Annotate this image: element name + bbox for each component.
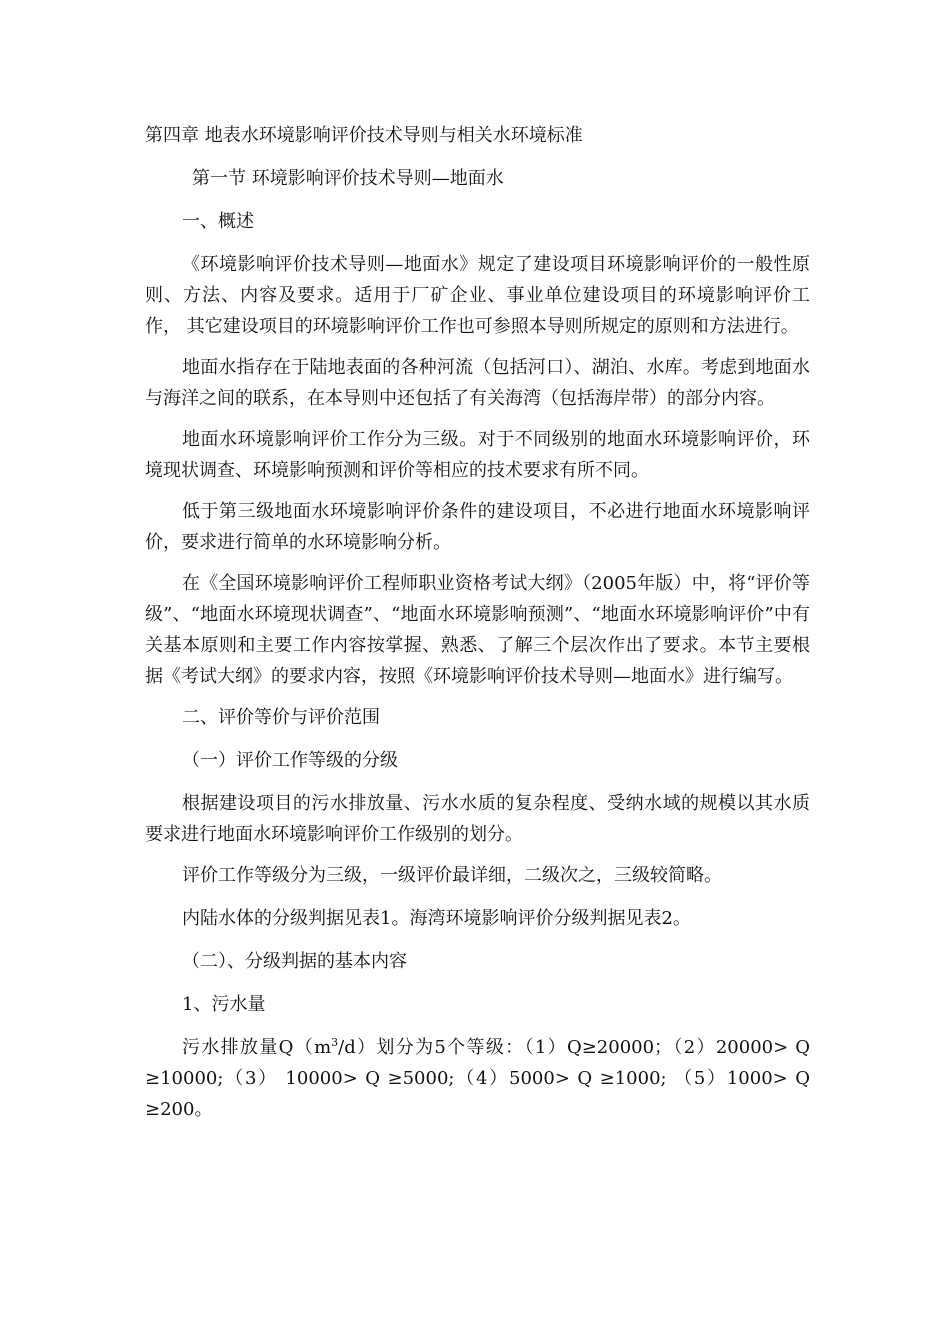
paragraph-surface-water-definition: 地面水指存在于陆地表面的各种河流（包括河口）、湖泊、水库。考虑到地面水与海洋之间的联系，在本导则中还包括了有关海湾（包括海岸带）的部分内容。 — [145, 357, 810, 409]
wastewater-text-start: 污水排放量Q（m — [182, 1037, 332, 1058]
heading-level-classification: （一）评价工作等级的分级 — [182, 750, 398, 771]
paragraph-exam-outline: 在《全国环境影响评价工程师职业资格考试大纲》（2005年版）中，将“评价等级”、“地面水环境现状调查”、“地面水环境影响预测”、“地面水环境影响评价”中有关基本原则和主要工作内容按掌握、熟悉、了解三个层次作出了要求。本节主要根据《考试大纲》的要求内容，按照《环境影响评价技术导则—地面水》进行编写。 — [145, 573, 810, 687]
chapter-title: 第四章 地表水环境影响评价技术导则与相关水环境标准 — [145, 125, 583, 146]
document-body — [145, 120, 810, 1135]
paragraph-table-reference: 内陆水体的分级判据见表1。海湾环境影响评价分级判据见表2。 — [182, 908, 691, 929]
paragraph-classification-basis: 根据建设项目的污水排放量、污水水质的复杂程度、受纳水域的规模以其水质要求进行地面水环境影响评价工作级别的划分。 — [145, 793, 810, 845]
wastewater-text-end: /d）划分为5个等级：（1）Q≥20000；（2）20000> Q ≥10000;（3） 10000> Q ≥5000;（4）5000> Q ≥1000; （5）1000> Q ≥200。 — [145, 1037, 810, 1120]
heading-overview: 一、概述 — [182, 211, 254, 232]
heading-criteria-content: （二）、分级判据的基本内容 — [182, 951, 407, 972]
paragraph-wastewater-levels — [145, 1032, 810, 1125]
section-title: 第一节 环境影响评价技术导则—地面水 — [192, 168, 504, 189]
heading-evaluation-levels: 二、评价等价与评价范围 — [182, 707, 380, 728]
paragraph-level-detail: 评价工作等级分为三级，一级评价最详细，二级次之，三级较简略。 — [182, 865, 722, 886]
paragraph-three-levels: 地面水环境影响评价工作分为三级。对于不同级别的地面水环境影响评价，环境现状调查、环境影响预测和评价等相应的技术要求有所不同。 — [145, 429, 810, 481]
paragraph-scope: 《环境影响评价技术导则—地面水》规定了建设项目环境影响评价的一般性原则、方法、内容及要求。适用于厂矿企业、事业单位建设项目的环境影响评价工作， 其它建设项目的环境影响评价工作也可参照本导则所规定的原则和方法进行。 — [145, 254, 810, 337]
unit-superscript: 3 — [331, 1036, 339, 1049]
heading-wastewater-volume: 1、污水量 — [182, 994, 266, 1015]
paragraph-below-third-level: 低于第三级地面水环境影响评价条件的建设项目，不必进行地面水环境影响评价，要求进行简单的水环境影响分析。 — [145, 501, 810, 553]
